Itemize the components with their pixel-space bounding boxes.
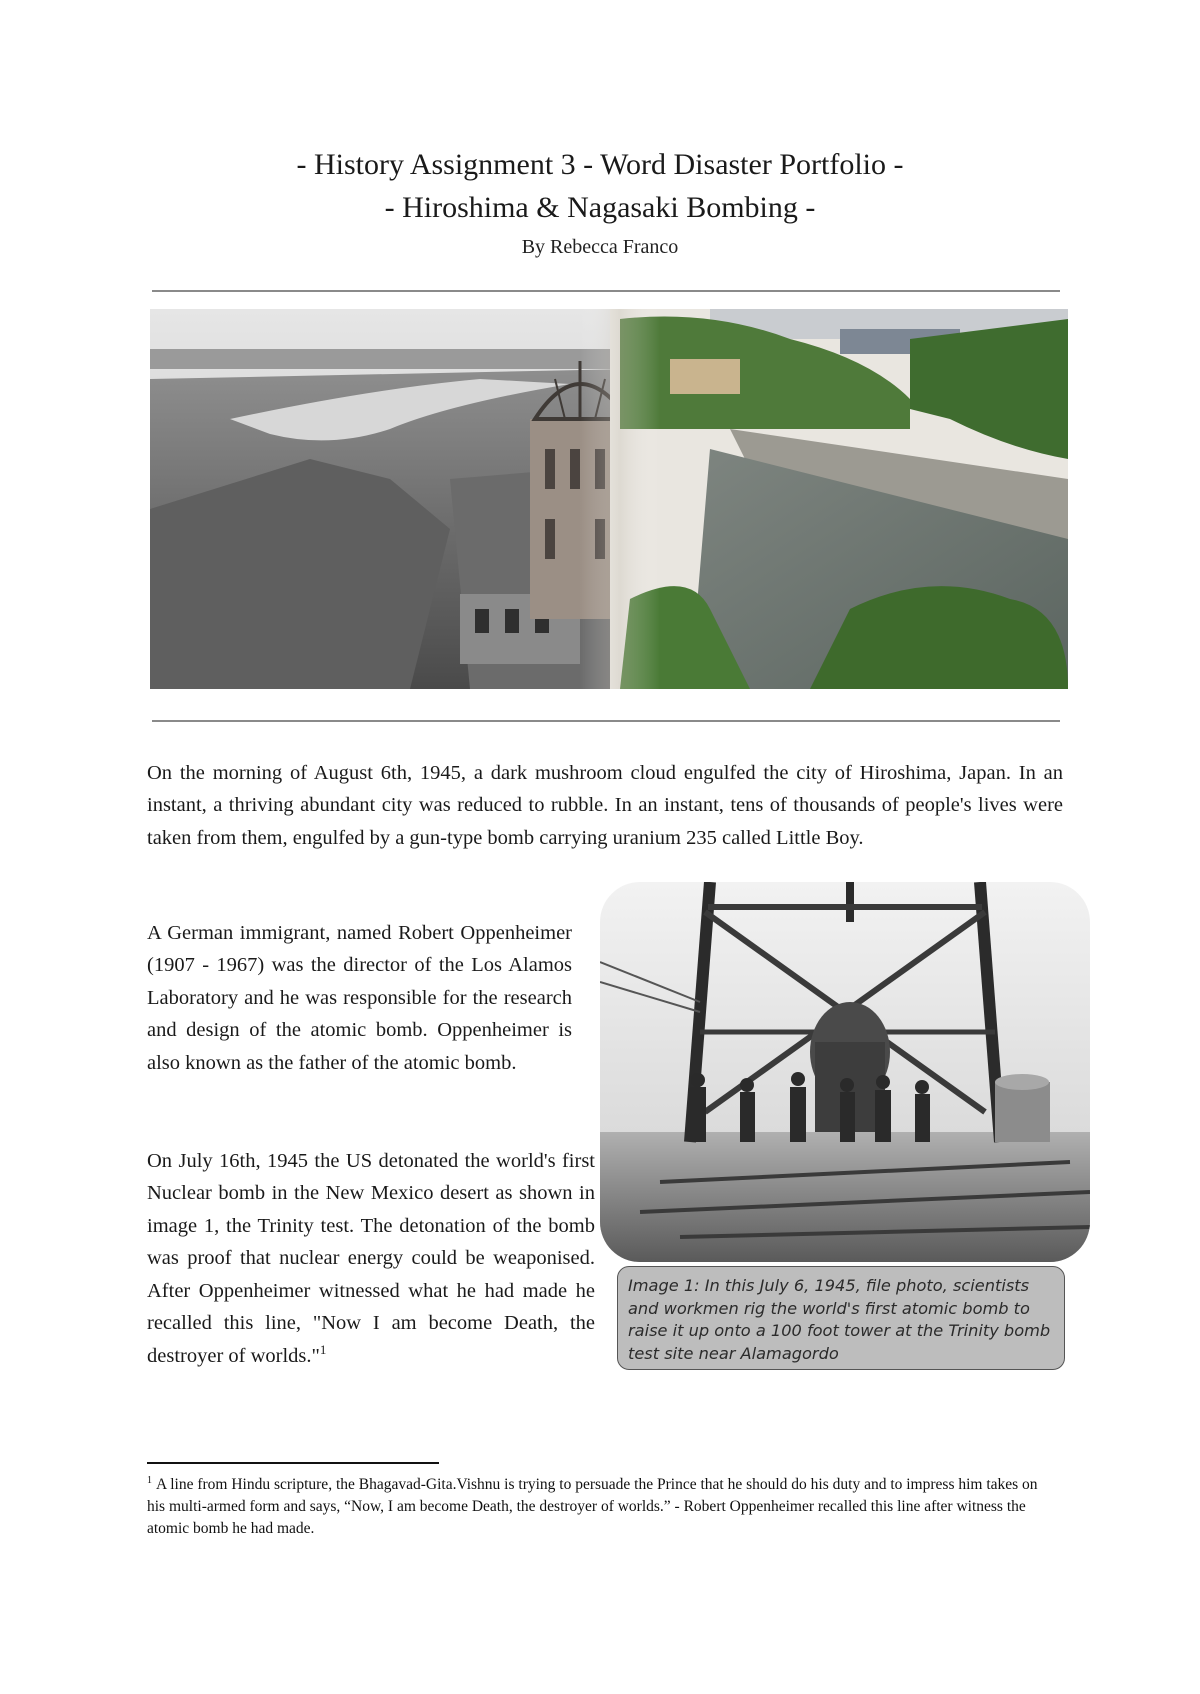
footnote-reference[interactable]: 1 <box>319 1341 327 1357</box>
divider-top <box>152 290 1060 292</box>
divider-bottom <box>152 720 1060 722</box>
title-block <box>0 143 1200 261</box>
footnote-separator <box>147 1462 439 1464</box>
trinity-paragraph-text: On July 16th, 1945 the US detonated the world's first Nuclear bomb in the New Mexico desert as shown in image 1, the Trinity test. The detonation of the bomb was proof that nuclear energy could be weaponised. After Oppenheimer witnessed what he had made he recalled this line, "Now I am become Death, the destroyer of worlds." <box>147 1149 595 1367</box>
intro-paragraph: On the morning of August 6th, 1945, a dark mushroom cloud engulfed the city of Hiroshima, Japan. In an instant, a thriving abundant city was reduced to rubble. In an instant, tens of thousands of people's lives were taken from them, engulfed by a gun-type bomb carrying uranium 235 called Little Boy. <box>147 761 1063 849</box>
footnote-text: A line from Hindu scripture, the Bhagavad-Gita.Vishnu is trying to persuade the Prince that he should do his duty and to impress him takes on his multi-armed form and says, “Now, I am become Death, the destroyer of worlds.” - Robert Oppenheimer recalled this line after witness the atomic bomb he had made. <box>147 1476 1038 1537</box>
trinity-paragraph <box>147 1145 595 1373</box>
title-line-2: - Hiroshima & Nagasaki Bombing - <box>384 191 816 224</box>
oppenheimer-paragraph: A German immigrant, named Robert Oppenheimer (1907 - 1967) was the director of the Los Alamos Laboratory and he was responsible for the research and design of the atomic bomb. Oppenheimer is also known as the father of the atomic bomb. <box>147 921 572 1074</box>
author-byline: By Rebecca Franco <box>521 236 679 258</box>
image-caption: Image 1: In this July 6, 1945, file photo, scientists and workmen rig the world's first atomic bomb to raise it up onto a 100 foot tower at the Trinity bomb test site near Alamagordo <box>617 1266 1065 1370</box>
footnote <box>147 1474 1047 1540</box>
title-line-1: - History Assignment 3 - Word Disaster Portfolio - <box>296 148 904 181</box>
footnote-number: 1 <box>147 1474 152 1486</box>
hero-image-hiroshima-then-now <box>150 309 1068 689</box>
trinity-tower-photo <box>600 882 1090 1262</box>
